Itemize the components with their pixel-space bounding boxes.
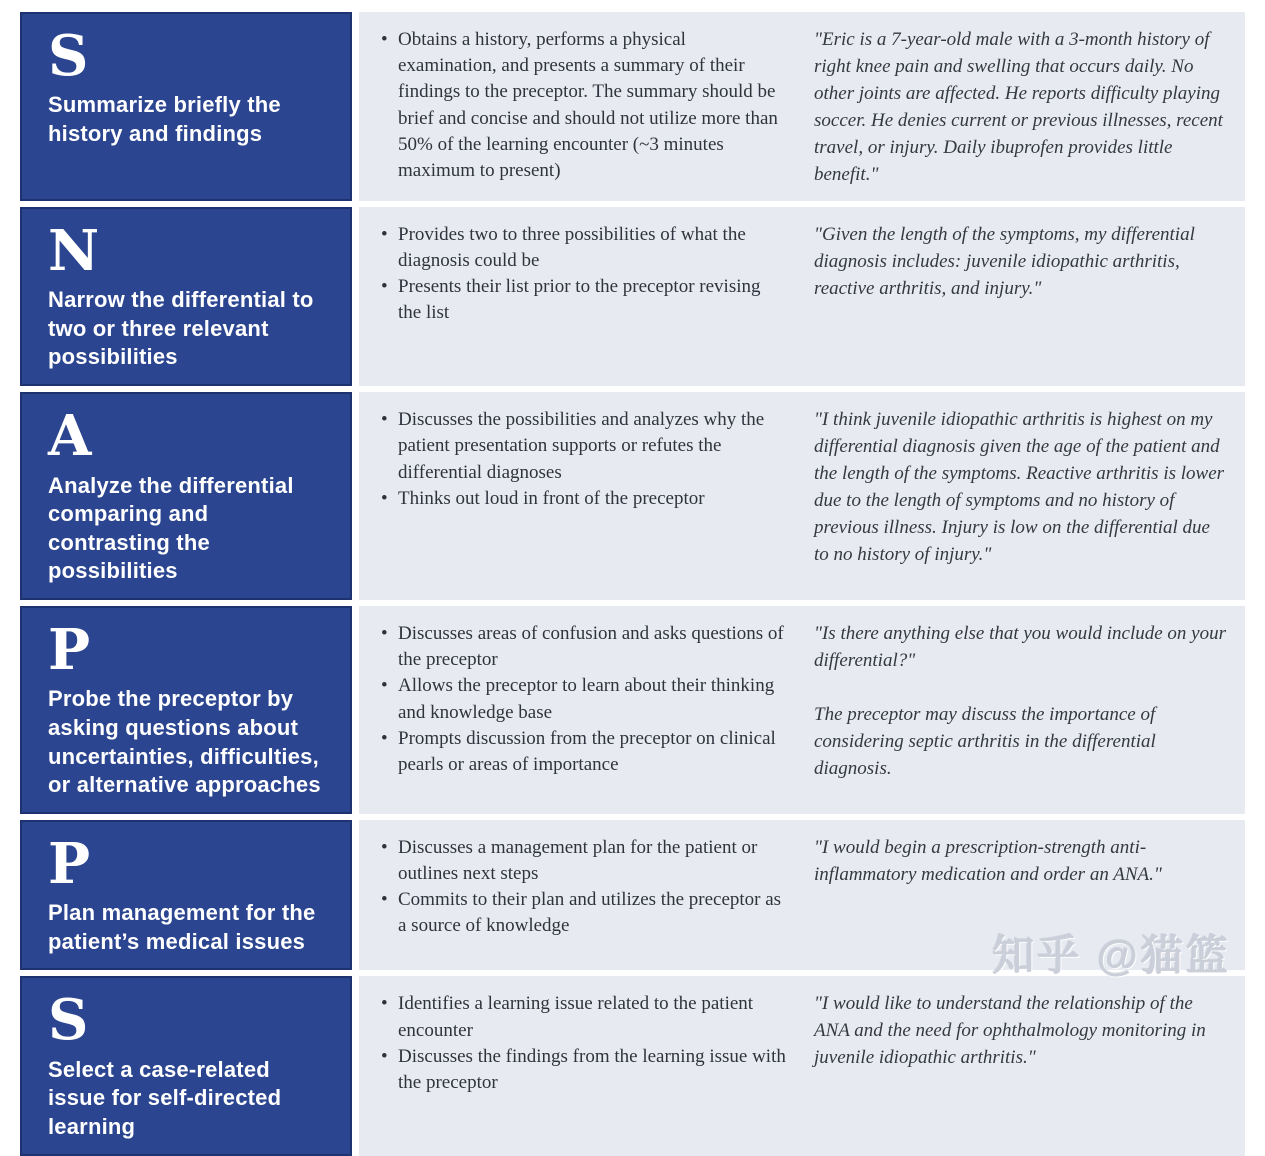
example-quotes	[796, 392, 1245, 600]
example-quote: "I would like to understand the relationship of the ANA and the need for ophthalmology monitoring in juvenile idiopathic arthritis."	[814, 993, 1206, 1069]
mnemonic-letter: N	[48, 217, 100, 284]
behavior-item: • Discusses areas of confusion and asks questions of the preceptor	[381, 621, 788, 673]
behavior-list	[359, 12, 796, 201]
zhihu-watermark: 知乎 @猫篮	[992, 932, 1231, 979]
behavior-list	[359, 606, 796, 814]
row-content	[359, 207, 1245, 386]
behavior-item: • Discusses a management plan for the patient or outlines next steps	[381, 835, 788, 887]
behavior-list	[359, 207, 796, 386]
behavior-item: • Commits to their plan and utilizes the preceptor as a source of knowledge	[381, 887, 788, 939]
behavior-list	[359, 820, 796, 971]
behavior-item: • Obtains a history, performs a physical examination, and presents a summary of their findings to the preceptor. The summary should be brief and concise and should not utilize more than 50% of the learning encounter (~3 minutes maximum to present)	[381, 27, 788, 184]
row-content	[359, 976, 1245, 1155]
example-quote: The preceptor may discuss the importance of considering septic arthritis in the differential diagnosis.	[814, 703, 1156, 779]
behavior-item: • Presents their list prior to the preceptor revising the list	[381, 274, 788, 326]
example-quotes	[796, 12, 1245, 201]
behavior-list	[359, 976, 796, 1155]
mnemonic-label: Probe the preceptor by asking questions about uncertainties, difficulties, or alternative approaches	[48, 686, 321, 798]
example-quote: "Is there anything else that you would include on your differential?"	[814, 622, 1227, 671]
behavior-item: • Allows the preceptor to learn about their thinking and knowledge base	[381, 673, 788, 725]
mnemonic-cell	[20, 207, 352, 386]
example-quote: "I would begin a prescription-strength anti-inflammatory medication and order an ANA."	[814, 836, 1162, 885]
behavior-item: • Provides two to three possibilities of what the diagnosis could be	[381, 222, 788, 274]
behavior-item: • Thinks out loud in front of the preceptor	[381, 486, 788, 512]
mnemonic-letter: P	[48, 616, 91, 683]
snapps-row	[20, 207, 1245, 386]
snapps-row	[20, 976, 1245, 1155]
snapps-row	[20, 392, 1245, 600]
mnemonic-cell	[20, 606, 352, 814]
example-quotes	[796, 606, 1245, 814]
snapps-row	[20, 820, 1245, 971]
example-quotes	[796, 976, 1245, 1155]
mnemonic-label: Plan management for the patient’s medical issues	[48, 900, 316, 954]
example-quotes	[796, 820, 1245, 971]
mnemonic-label: Select a case-related issue for self-directed learning	[48, 1056, 282, 1140]
row-content	[359, 392, 1245, 600]
snapps-row	[20, 12, 1245, 201]
mnemonic-letter: A	[48, 403, 92, 470]
mnemonic-cell	[20, 392, 352, 600]
snapps-table	[20, 12, 1245, 1156]
mnemonic-label: Narrow the differential to two or three relevant possibilities	[48, 287, 314, 370]
behavior-item: • Discusses the findings from the learning issue with the preceptor	[381, 1044, 788, 1096]
mnemonic-label: Summarize briefly the history and findings	[48, 92, 281, 147]
example-quotes	[796, 207, 1245, 386]
behavior-list	[359, 392, 796, 600]
behavior-item: • Discusses the possibilities and analyzes why the patient presentation supports or refutes the differential diagnoses	[381, 407, 788, 486]
mnemonic-label: Analyze the differential comparing and contrasting the possibilities	[48, 472, 294, 584]
behavior-item: • Identifies a learning issue related to the patient encounter	[381, 991, 788, 1043]
mnemonic-cell	[20, 820, 352, 971]
row-content	[359, 820, 1245, 971]
example-quote: "I think juvenile idiopathic arthritis is highest on my differential diagnosis given the age of the patient and the length of the symptoms. Reactive arthritis is lower due to the length of symptoms and no history of previous illness. Injury is low on the differential due to no history of injury."	[814, 409, 1225, 565]
mnemonic-cell	[20, 976, 352, 1155]
mnemonic-letter: S	[48, 23, 89, 89]
row-content	[359, 12, 1245, 201]
mnemonic-cell	[20, 12, 352, 201]
behavior-item: • Prompts discussion from the preceptor on clinical pearls or areas of importance	[381, 726, 788, 778]
snapps-row	[20, 606, 1245, 814]
mnemonic-letter: P	[48, 830, 91, 897]
row-content	[359, 606, 1245, 814]
mnemonic-letter: S	[48, 987, 89, 1054]
example-quote: "Given the length of the symptoms, my differential diagnosis includes: juvenile idiopathic arthritis, reactive arthritis, and injury."	[814, 223, 1195, 299]
example-quote: "Eric is a 7-year-old male with a 3-month history of right knee pain and swelling that occurs daily. No other joints are affected. He reports difficulty playing soccer. He denies current or previous illnesses, recent travel, or injury. Daily ibuprofen provides little benefit."	[814, 29, 1223, 185]
